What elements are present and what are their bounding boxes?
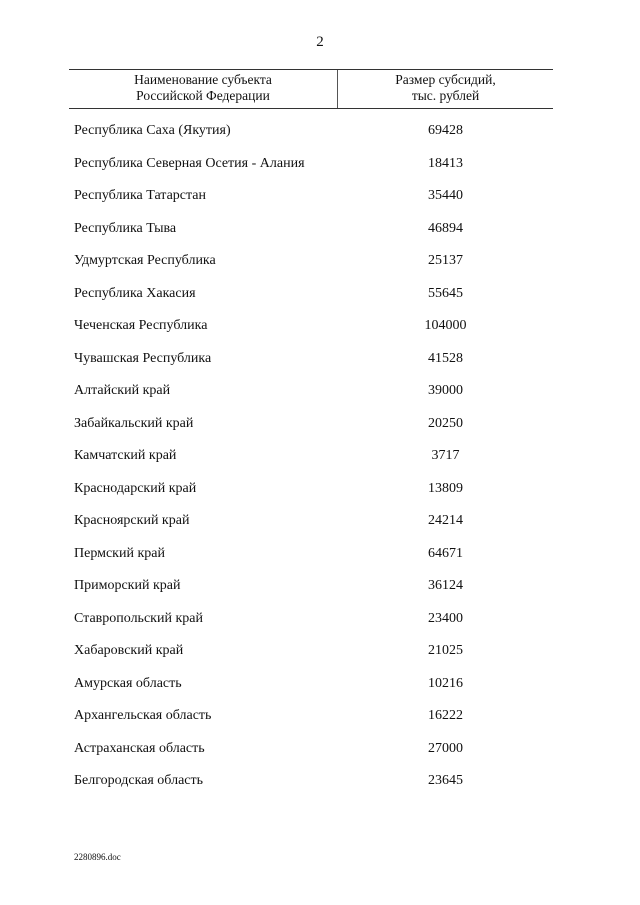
region-name-cell: Ставропольский край: [74, 610, 203, 626]
region-name-cell: Хабаровский край: [74, 643, 184, 658]
region-name-cell: Астраханская область: [74, 740, 205, 756]
subsidy-amount-cell: 21025: [428, 643, 463, 658]
region-name-cell: Пермский край: [74, 545, 165, 561]
region-name-cell: Республика Хакасия: [74, 285, 196, 301]
subsidy-amount-cell: 69428: [428, 123, 463, 138]
table-header: [69, 69, 553, 109]
subsidy-amount-cell: 18413: [428, 155, 463, 171]
region-name-cell: Амурская область: [74, 675, 182, 691]
header-region-name: [69, 72, 337, 104]
table-row: [0, 641, 640, 674]
table-row: [0, 576, 640, 609]
region-name-cell: Республика Северная Осетия - Алания: [74, 155, 305, 171]
subsidy-amount-cell: 20250: [428, 415, 463, 431]
table-row: [0, 544, 640, 577]
subsidy-amount-cell: 104000: [424, 318, 467, 333]
subsidy-amount-cell: 41528: [428, 350, 463, 366]
table-row: [0, 609, 640, 642]
subsidy-amount-cell: 46894: [428, 220, 463, 236]
region-name-cell: Камчатский край: [74, 448, 177, 463]
region-name-cell: Белгородская область: [74, 773, 204, 788]
subsidy-amount-cell: 23645: [428, 773, 463, 788]
table-row: [0, 739, 640, 772]
subsidy-amount-cell: 25137: [428, 253, 463, 268]
subsidy-amount-cell: 24214: [428, 513, 463, 528]
table-row: [0, 284, 640, 317]
region-name-cell: Удмуртская Республика: [74, 253, 216, 268]
subsidy-amount-cell: 16222: [428, 708, 463, 723]
subsidy-amount-cell: 13809: [428, 480, 463, 496]
header-region-name-line2: Российской Федерации: [136, 88, 270, 103]
table-row: [0, 154, 640, 187]
subsidy-amount-cell: 23400: [428, 610, 463, 626]
table-body: [0, 121, 640, 804]
footer-filename: 2280896.doc: [74, 852, 121, 862]
subsidy-amount-cell: 39000: [428, 383, 463, 398]
table-row: [0, 186, 640, 219]
table-row: [0, 316, 640, 349]
region-name-cell: Приморский край: [74, 578, 181, 593]
header-subsidy-amount: [338, 72, 553, 104]
table-row: [0, 771, 640, 804]
subsidy-amount-cell: 3717: [431, 448, 460, 463]
subsidy-amount-cell: 10216: [428, 675, 463, 691]
region-name-cell: Архангельская область: [74, 708, 212, 723]
table-row: [0, 349, 640, 382]
subsidy-amount-cell: 64671: [428, 545, 463, 561]
subsidy-amount-cell: 55645: [428, 285, 463, 301]
region-name-cell: Красноярский край: [74, 513, 190, 528]
region-name-cell: Республика Тыва: [74, 220, 177, 236]
table-row: [0, 479, 640, 512]
region-name-cell: Республика Саха (Якутия): [74, 123, 231, 138]
page-number: 2: [316, 34, 324, 50]
subsidy-amount-cell: 27000: [428, 740, 463, 756]
subsidy-amount-cell: 36124: [428, 578, 463, 593]
table-row: [0, 414, 640, 447]
table-row: [0, 219, 640, 252]
region-name-cell: Чеченская Республика: [74, 318, 208, 333]
header-subsidy-amount-line2: тыс. рублей: [411, 88, 480, 103]
table-row: [0, 121, 640, 154]
header-subsidy-amount-line1: Размер субсидий,: [395, 72, 496, 87]
table-row: [0, 674, 640, 707]
table-row: [0, 446, 640, 479]
table-row: [0, 251, 640, 284]
table-row: [0, 706, 640, 739]
region-name-cell: Чувашская Республика: [74, 350, 212, 366]
subsidy-amount-cell: 35440: [428, 188, 463, 203]
header-region-name-line1: Наименование субъекта: [134, 72, 272, 87]
table-row: [0, 511, 640, 544]
region-name-cell: Забайкальский край: [74, 415, 194, 431]
region-name-cell: Республика Татарстан: [74, 188, 207, 203]
region-name-cell: Краснодарский край: [74, 480, 197, 496]
table-row: [0, 381, 640, 414]
region-name-cell: Алтайский край: [74, 383, 171, 398]
